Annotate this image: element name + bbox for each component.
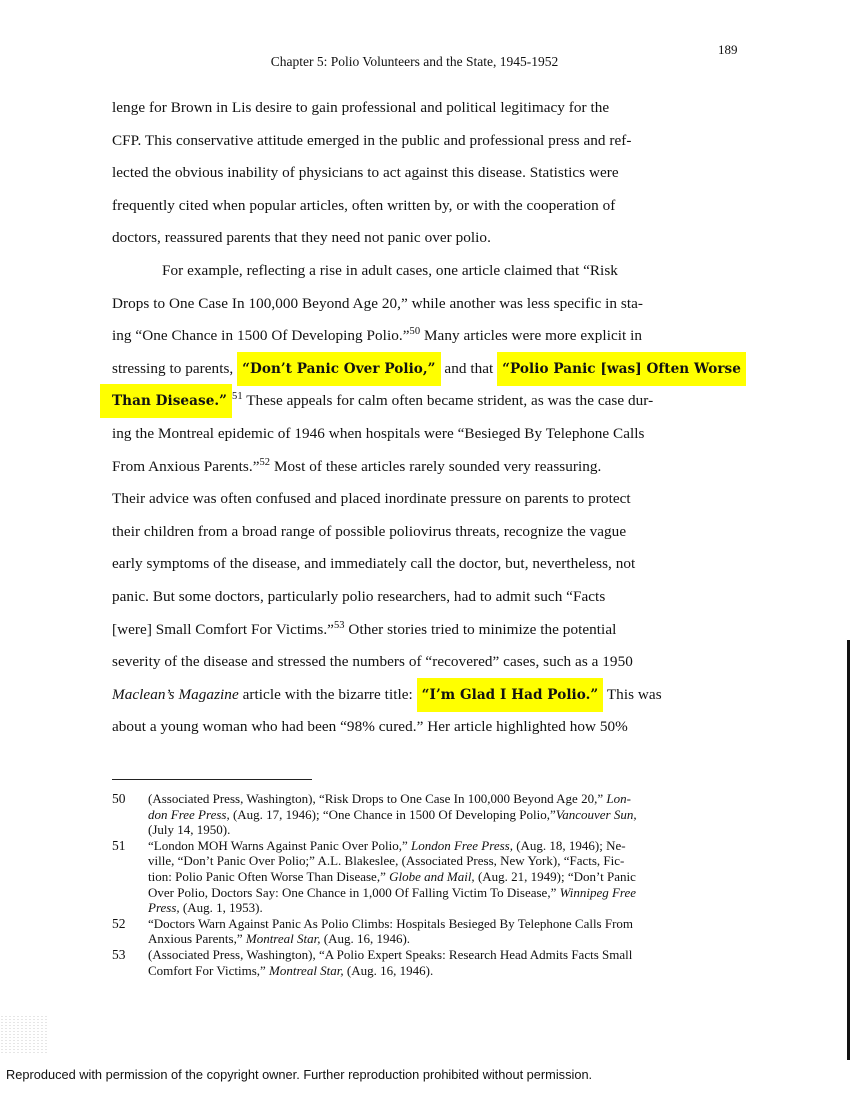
text-line <box>112 451 762 484</box>
footnote-text <box>148 947 762 978</box>
text-run: (Associated Press, Washington), “A Polio Expert Speaks: Research Head Admits Facts Small <box>148 946 633 962</box>
footnote-ref[interactable]: 51 <box>232 391 243 403</box>
text-run: From Anxious Parents.” <box>112 457 260 475</box>
footnote-number: 51 <box>112 837 126 853</box>
footnote-line <box>148 931 762 947</box>
highlighted-quote: Than Disease.” <box>100 384 232 418</box>
footnotes <box>112 791 762 978</box>
text-line <box>112 385 762 418</box>
footnote-ref[interactable]: 50 <box>409 326 421 338</box>
text-line: frequently cited when popular articles, often written by, or with the cooperation of <box>112 196 616 214</box>
text-run: (Aug. 16, 1946). <box>320 931 411 947</box>
text-run: [were] Small Comfort For Victims.” <box>112 620 334 638</box>
publication-title: Winnipeg Free <box>559 884 637 900</box>
text-line <box>112 353 762 386</box>
footnote-line <box>148 947 762 963</box>
footnote-number: 50 <box>112 791 126 806</box>
text-line: panic. But some doctors, particularly polio researchers, had to admit such “Facts <box>112 587 606 605</box>
copyright-notice: Reproduced with permission of the copyright owner. Further reproduction prohibited without permission. <box>6 1067 593 1082</box>
publication-title: don Free Press, <box>148 806 230 822</box>
publication-title: Montreal Star, <box>269 962 344 978</box>
text-line: lenge for Brown in Lis desire to gain professional and political legitimacy for the <box>112 99 610 116</box>
text-line: about a young woman who had been “98% cured.” Her article highlighted how 50% <box>112 718 628 736</box>
text-line <box>112 679 762 712</box>
text-run: tion: Polio Panic Often Worse Than Disease,” <box>148 868 390 884</box>
publication-title: Vancouver Sun, <box>555 806 637 822</box>
text-line <box>112 614 762 647</box>
text-run: ville, “Don’t Panic Over Polio;” A.L. Blakeslee, (Associated Press, New York), “Facts, Fic- <box>148 853 625 869</box>
footnote-line <box>148 963 762 979</box>
text-run: (July 14, 1950). <box>148 822 231 838</box>
footnote-50 <box>112 791 762 838</box>
footnote-line <box>148 885 762 901</box>
text-line <box>112 320 762 353</box>
text-run: (Aug. 17, 1946); “One Chance in 1500 Of Developing Polio,” <box>229 806 556 822</box>
highlighted-quote: “Don’t Panic Over Polio,” <box>237 352 440 386</box>
highlighted-quote: “Polio Panic [was] Often Worse <box>497 352 746 386</box>
text-line: For example, reflecting a rise in adult cases, one article claimed that “Risk <box>162 261 618 279</box>
text-run: Many articles were more explicit in <box>420 327 643 345</box>
text-line: Their advice was often confused and placed inordinate pressure on parents to protect <box>112 490 631 508</box>
text-run: Over Polio, Doctors Say: One Chance in 1,000 Of Falling Victim To Disease,” <box>148 884 560 900</box>
publication-title: Globe and Mail, <box>389 868 475 884</box>
text-run: (Aug. 18, 1946); Ne- <box>512 837 626 853</box>
footnote-line <box>148 807 762 823</box>
footnote-number: 53 <box>112 946 126 962</box>
footnote-ref[interactable]: 53 <box>333 619 345 631</box>
text-run: article with the bizarre title: <box>238 685 417 703</box>
text-run: Anxious Parents,” <box>148 931 246 947</box>
italic-title: Maclean’s Magazine <box>112 685 239 703</box>
publication-title: Press, <box>148 900 180 916</box>
text-run: (Aug. 1, 1953). <box>179 900 263 916</box>
footnote-text <box>148 916 762 947</box>
footnote-52 <box>112 916 762 947</box>
publication-title: Lon- <box>606 791 631 806</box>
footnote-ref[interactable]: 52 <box>259 456 271 468</box>
footnote-text <box>148 791 762 838</box>
text-run: This was <box>603 685 662 703</box>
footnote-rule <box>112 779 312 780</box>
text-run: (Aug. 21, 1949); “Don’t Panic <box>474 868 636 884</box>
footnote-line <box>148 916 762 932</box>
text-line: their children from a broad range of possible poliovirus threats, recognize the vague <box>112 522 627 540</box>
footnote-line <box>148 900 762 916</box>
footnote-line <box>148 838 762 854</box>
text-line: early symptoms of the disease, and immediately call the doctor, but, nevertheless, not <box>112 555 636 573</box>
text-line: lected the obvious inability of physicians to act against this disease. Statistics were <box>112 164 619 182</box>
publication-title: Montreal Star, <box>245 931 321 947</box>
text-run: Comfort For Victims,” <box>148 962 270 978</box>
page-edge-shadow <box>847 640 850 1060</box>
page-number: 189 <box>718 42 738 57</box>
footnote-line <box>148 869 762 885</box>
body-text <box>112 92 762 744</box>
footnote-53 <box>112 947 762 978</box>
text-run: These appeals for calm often became strident, as was the case dur- <box>242 392 654 410</box>
text-run: Most of these articles rarely sounded very reassuring. <box>270 457 602 475</box>
footnote-line <box>148 822 762 838</box>
text-run: (Associated Press, Washington), “Risk Drops to One Case In 100,000 Beyond Age 20,” <box>148 791 607 806</box>
highlighted-quote: “I’m Glad I Had Polio.” <box>417 678 604 712</box>
scan-noise <box>0 1015 48 1055</box>
footnote-line <box>148 791 762 807</box>
text-run: “Doctors Warn Against Panic As Polio Climbs: Hospitals Besieged By Telephone Calls From <box>148 915 634 931</box>
footnote-51 <box>112 838 762 916</box>
text-line: Drops to One Case In 100,000 Beyond Age 20,” while another was less specific in sta- <box>112 294 644 312</box>
text-run: “London MOH Warns Against Panic Over Polio,” <box>148 837 412 853</box>
text-line: doctors, reassured parents that they need not panic over polio. <box>112 229 491 247</box>
text-run: and that <box>440 359 498 377</box>
text-line: ing the Montreal epidemic of 1946 when hospitals were “Besieged By Telephone Calls <box>112 424 645 442</box>
text-line: CFP. This conservative attitude emerged in the public and professional press and ref- <box>112 131 632 149</box>
footnote-number: 52 <box>112 915 126 931</box>
footnote-line <box>148 853 762 869</box>
text-run: (Aug. 16, 1946). <box>343 962 434 978</box>
publication-title: London Free Press, <box>411 837 513 853</box>
text-run: ing “One Chance in 1500 Of Developing Polio.” <box>112 327 410 345</box>
running-head: Chapter 5: Polio Volunteers and the State, 1945-1952 <box>270 54 559 69</box>
footnote-text <box>148 838 762 916</box>
text-run: stressing to parents, <box>112 359 238 377</box>
text-run: Other stories tried to minimize the potential <box>344 620 617 638</box>
text-line: severity of the disease and stressed the numbers of “recovered” cases, such as a 1950 <box>112 653 633 671</box>
